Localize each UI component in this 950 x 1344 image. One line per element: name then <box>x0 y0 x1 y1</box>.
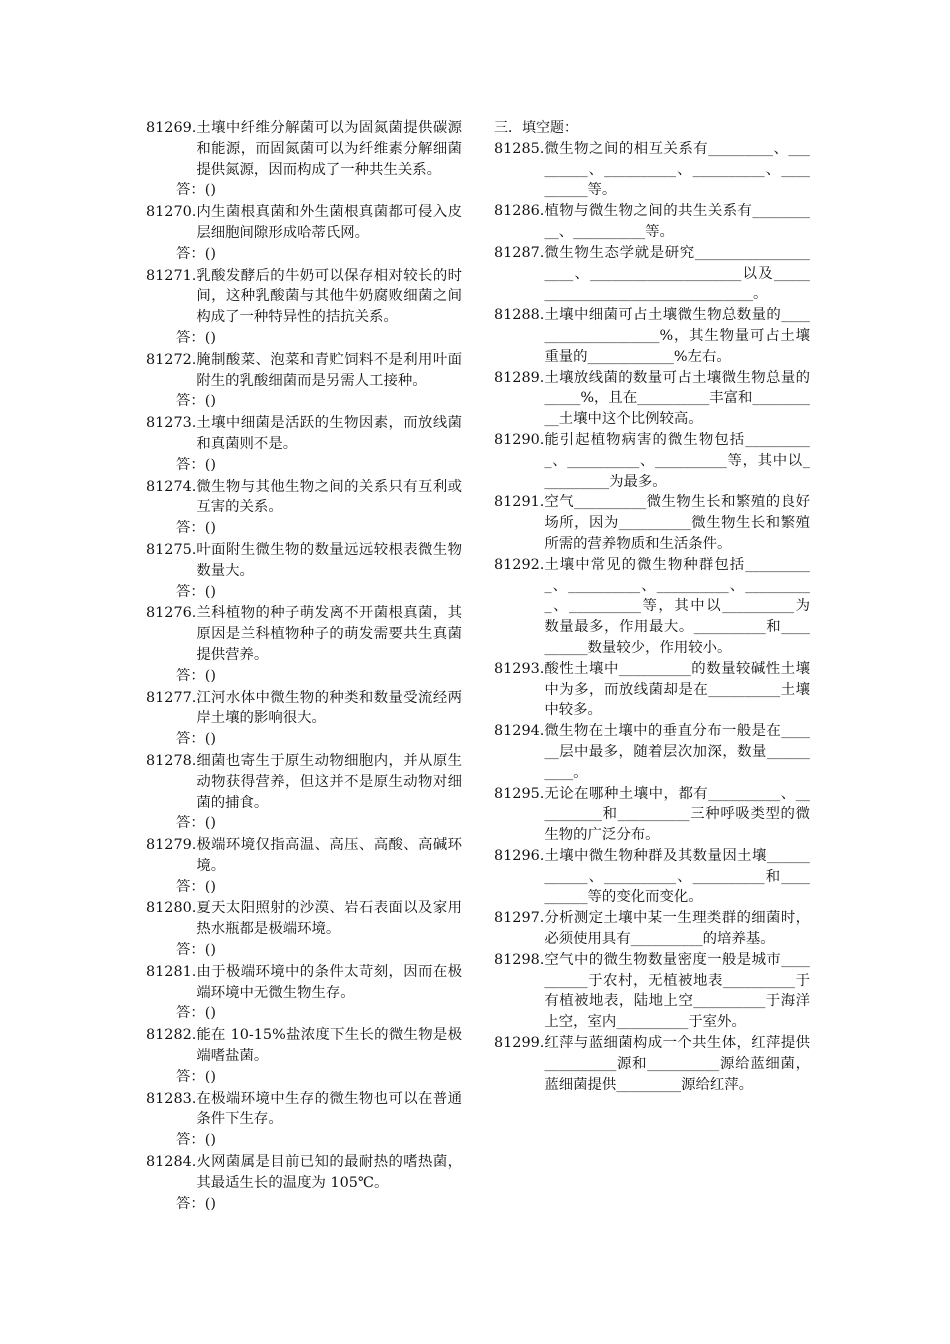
question-text: 兰科植物的种子萌发离不开菌根真菌，其原因是兰科植物种子的萌发需要共生真菌提供营养。 <box>196 605 462 663</box>
question-number: 81282. <box>146 1027 197 1044</box>
question-number: 81286. <box>494 203 545 220</box>
question-text: 微生物生态学就是研究____________________、_____________________以及__________________________________。 <box>544 244 810 303</box>
question-text: 微生物之间的相互关系有_________、_________、__________、__________、__________等。 <box>544 140 810 199</box>
question-item <box>146 540 462 582</box>
question-text: 能引起植物病害的微生物包括__________、__________、__________等，其中以__________为最多。 <box>544 431 810 490</box>
section-title: 三．填空题： <box>494 120 578 136</box>
question-number: 81299. <box>494 1035 545 1052</box>
fill-blank-item <box>494 721 810 783</box>
question-item <box>146 1025 462 1067</box>
question-number: 81294. <box>494 723 545 740</box>
fill-blank-item <box>494 908 810 950</box>
question-item <box>146 898 462 940</box>
question-text: 土壤中微生物种群及其数量因土壤____________、__________、__________和__________等的变化而变化。 <box>544 847 810 906</box>
question-text: 微生物在土壤中的垂直分布一般是在______层中最多，随着层次加深，数量__________。 <box>544 723 810 781</box>
fill-blank-item <box>494 368 810 430</box>
question-item <box>146 118 462 180</box>
question-item <box>146 202 462 244</box>
question-text: 乳酸发酵后的牛奶可以保存相对较长的时间，这种乳酸菌与其他牛奶腐败细菌之间构成了一种特异性的拮抗关系。 <box>196 267 462 326</box>
question-text: 由于极端环境中的条件太苛刻，因而在极端环境中无微生物生存。 <box>196 963 462 1001</box>
question-number: 81298. <box>494 951 545 968</box>
fill-blank-item <box>494 846 810 908</box>
question-text: 叶面附生微生物的数量远远较根表微生物数量大。 <box>196 541 462 579</box>
question-text: 土壤中纤维分解菌可以为固氮菌提供碳源和能源，而固氮菌可以为纤维素分解细菌提供氮源，因而构成了一种共生关系。 <box>196 120 462 178</box>
fill-blank-item <box>494 784 810 846</box>
question-item <box>146 350 462 392</box>
question-text: 分析测定土壤中某一生理类群的细菌时，必须使用具有__________的培养基。 <box>544 910 810 948</box>
question-text: 在极端环境中生存的微生物也可以在普通条件下生存。 <box>196 1090 462 1128</box>
question-number: 81293. <box>494 660 545 677</box>
question-number: 81277. <box>146 689 197 706</box>
question-number: 81274. <box>146 478 197 495</box>
question-text: 江河水体中微生物的种类和数量受流经两岸土壤的影响很大。 <box>196 689 462 727</box>
question-number: 81283. <box>146 1090 197 1107</box>
question-item <box>146 1152 462 1194</box>
question-text: 内生菌根真菌和外生菌根真菌都可侵入皮层细胞间隙形成哈蒂氏网。 <box>196 204 462 241</box>
answer-line: 答：() <box>176 1195 217 1212</box>
answer-line: 答：() <box>176 329 217 346</box>
right-column <box>494 118 810 1095</box>
question-text: 极端环境仅指高温、高压、高酸、高碱环境。 <box>196 837 462 874</box>
question-item <box>146 1089 462 1131</box>
question-item <box>146 835 462 877</box>
question-item <box>146 962 462 1004</box>
fill-blank-item <box>494 1033 810 1095</box>
question-number: 81296. <box>494 847 545 864</box>
question-number: 81295. <box>494 785 545 802</box>
answer-line: 答：() <box>176 182 217 199</box>
question-item <box>146 477 462 519</box>
question-text: 夏天太阳照射的沙漠、岩石表面以及家用热水瓶都是极端环境。 <box>196 900 462 938</box>
answer-line: 答：() <box>176 1068 217 1085</box>
question-number: 81292. <box>494 556 545 573</box>
question-number: 81291. <box>494 494 545 511</box>
question-number: 81270. <box>146 204 197 221</box>
question-text: 土壤中常见的微生物种群包括__________、__________、__________、__________、__________等，其中以__________为数量最多，作用最大。__________和__________数量较少，作用较小。 <box>544 556 810 656</box>
question-number: 81280. <box>146 900 197 917</box>
question-text: 土壤中细菌可占土壤微生物总数量的____________________%，其生物量可占土壤重量的____________%左右。 <box>544 307 810 365</box>
question-item <box>146 688 462 730</box>
answer-line: 答：() <box>176 1132 217 1149</box>
question-number: 81290. <box>494 431 545 448</box>
question-text: 土壤中细菌是活跃的生物因素，而放线菌和真菌则不是。 <box>196 415 462 452</box>
fill-blank-item <box>494 139 810 201</box>
fill-blank-item <box>494 659 810 721</box>
question-item <box>146 266 462 328</box>
question-number: 81272. <box>146 351 197 368</box>
answer-line: 答：() <box>176 456 217 473</box>
question-number: 81288. <box>494 307 545 324</box>
answer-line: 答：() <box>176 393 217 410</box>
question-text: 空气中的微生物数量密度一般是城市__________于农村，无植被地表__________于有植被地表，陆地上空__________于海洋上空，室内__________于室外。 <box>544 951 810 1031</box>
question-text: 空气__________微生物生长和繁殖的良好场所，因为__________微生物生长和繁殖所需的营养物质和生活条件。 <box>544 494 810 552</box>
question-text: 能在 10-15%盐浓度下生长的微生物是极端嗜盐菌。 <box>196 1027 462 1065</box>
question-item <box>146 413 462 455</box>
fill-blank-item <box>494 430 810 492</box>
answer-line: 答：() <box>176 942 217 959</box>
fill-blank-item <box>494 243 810 305</box>
fill-blank-item <box>494 950 810 1033</box>
question-text: 土壤放线菌的数量可占土壤微生物总量的_____%，且在__________丰富和__________土壤中这个比例较高。 <box>544 369 810 428</box>
question-number: 81279. <box>146 837 197 854</box>
left-column <box>146 118 462 1215</box>
answer-line: 答：() <box>176 731 217 748</box>
question-text: 无论在哪种土壤中，都有__________、__________和__________三种呼吸类型的微生物的广泛分布。 <box>544 785 810 844</box>
question-number: 81281. <box>146 963 197 980</box>
fill-blank-item <box>494 555 810 659</box>
answer-line: 答：() <box>176 245 217 262</box>
answer-line: 答：() <box>176 815 217 832</box>
question-number: 81287. <box>494 244 545 261</box>
question-number: 81269. <box>146 120 197 136</box>
question-item <box>146 603 462 665</box>
question-number: 81273. <box>146 415 197 432</box>
answer-line: 答：() <box>176 878 217 895</box>
question-item <box>146 751 462 813</box>
answer-line: 答：() <box>176 1005 217 1022</box>
question-text: 酸性土壤中__________的数量较碱性土壤中为多，而放线菌却是在__________土壤中较多。 <box>544 660 810 719</box>
question-number: 81278. <box>146 752 197 769</box>
question-number: 81271. <box>146 267 197 284</box>
question-number: 81289. <box>494 369 545 386</box>
question-number: 81276. <box>146 605 197 622</box>
question-text: 植物与微生物之间的共生关系有__________、__________等。 <box>544 203 810 240</box>
question-text: 红萍与蓝细菌构成一个共生体，红萍提供__________源和__________源给蓝细菌，蓝细菌提供_________源给红萍。 <box>544 1035 810 1093</box>
question-number: 81284. <box>146 1154 197 1171</box>
answer-line: 答：() <box>176 583 217 600</box>
fill-blank-item <box>494 305 810 367</box>
question-text: 火网菌属是目前已知的最耐热的嗜热菌，其最适生长的温度为 105℃。 <box>196 1154 462 1191</box>
question-number: 81275. <box>146 541 197 558</box>
question-number: 81285. <box>494 140 545 157</box>
question-text: 腌制酸菜、泡菜和青贮饲料不是利用叶面附生的乳酸细菌而是另需人工接种。 <box>196 351 462 389</box>
fill-blank-item <box>494 201 810 243</box>
answer-line: 答：() <box>176 667 217 684</box>
question-number: 81297. <box>494 910 545 927</box>
fill-blank-item <box>494 492 810 554</box>
answer-line: 答：() <box>176 520 217 537</box>
question-text: 细菌也寄生于原生动物细胞内，并从原生动物获得营养，但这并不是原生动物对细菌的捕食。 <box>196 752 462 811</box>
question-text: 微生物与其他生物之间的关系只有互利或互害的关系。 <box>196 478 462 516</box>
